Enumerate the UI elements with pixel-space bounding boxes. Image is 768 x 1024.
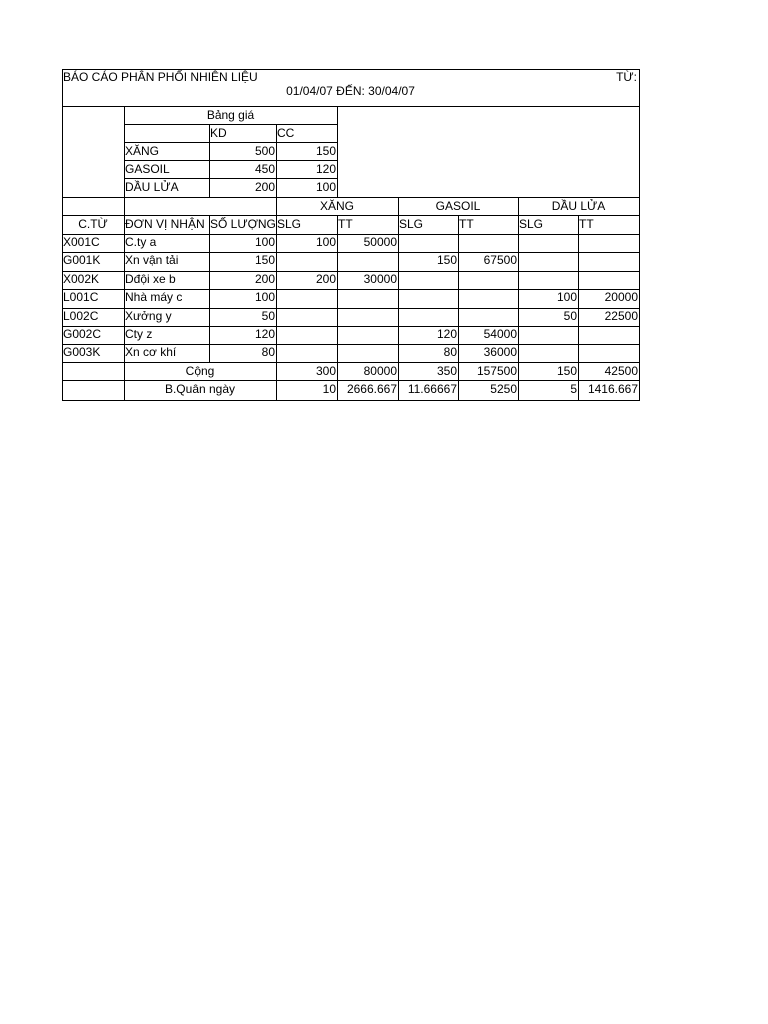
grid-line xyxy=(62,400,640,401)
grid-line xyxy=(209,124,210,198)
totals-xang-tt: 80000 xyxy=(363,364,397,378)
price-row-kd: 500 xyxy=(254,144,275,158)
table-cell-g-tt: 36000 xyxy=(483,345,517,360)
grid-line xyxy=(62,252,640,253)
grid-line xyxy=(124,106,125,401)
table-cell-sl: 200 xyxy=(254,271,275,286)
grid-line xyxy=(124,160,338,161)
avg-label: B.Quân ngày xyxy=(164,382,236,396)
price-col-cc: CC xyxy=(277,126,295,140)
table-cell-sl: 100 xyxy=(254,290,275,305)
table-cell-donvi: C.ty a xyxy=(125,235,157,249)
totals-daulua-slg: 150 xyxy=(556,364,577,378)
header-gasoil: GASOIL xyxy=(435,199,481,213)
table-cell-ctu: G002C xyxy=(63,327,102,341)
price-row-name: XĂNG xyxy=(125,144,160,158)
header-daulua: DẦU LỬA xyxy=(551,199,606,213)
price-table-title: Bảng giá xyxy=(206,108,255,122)
table-cell-sl: 120 xyxy=(254,327,275,341)
price-row-cc: 150 xyxy=(315,144,336,158)
avg-gasoil-tt: 5250 xyxy=(490,382,517,396)
avg-daulua-tt: 1416.667 xyxy=(587,382,638,396)
report-from-label: TỪ: xyxy=(616,70,637,84)
totals-gasoil-slg: 350 xyxy=(436,364,457,378)
grid-line xyxy=(124,178,338,179)
price-row-kd: 200 xyxy=(254,180,275,194)
table-cell-x-slg: 200 xyxy=(315,271,336,286)
table-cell-x-tt: 50000 xyxy=(363,235,397,249)
price-col-kd: KD xyxy=(210,126,227,140)
price-row-cc: 100 xyxy=(315,180,336,194)
totals-daulua-tt: 42500 xyxy=(604,364,638,378)
avg-xang-tt: 2666.667 xyxy=(346,382,397,396)
header-soluong: SỐ LƯỢNG xyxy=(210,217,276,231)
grid-line xyxy=(62,344,640,345)
table-cell-ctu: X001C xyxy=(63,235,100,249)
grid-line xyxy=(62,69,63,401)
table-cell-g-slg: 120 xyxy=(436,327,457,341)
header-xang-slg: SLG xyxy=(277,217,302,231)
table-cell-donvi: Xn vận tải xyxy=(125,253,179,268)
grid-line xyxy=(62,289,640,290)
table-cell-donvi: Nhà máy c xyxy=(125,290,183,305)
report-title: BÁO CÁO PHÂN PHỐI NHIÊN LIỆU xyxy=(63,70,258,84)
grid-line xyxy=(639,69,640,401)
table-cell-x-tt: 30000 xyxy=(363,271,397,286)
grid-line xyxy=(62,197,640,198)
table-cell-donvi: Xưởng y xyxy=(125,308,172,323)
grid-line xyxy=(62,380,640,381)
table-cell-ctu: G003K xyxy=(63,345,101,360)
header-ctu: C.TỪ xyxy=(78,217,108,231)
table-cell-g-tt: 67500 xyxy=(483,253,517,268)
grid-line xyxy=(62,362,640,363)
table-cell-donvi: Dđội xe b xyxy=(125,271,176,286)
header-donvi: ĐƠN VỊ NHẬN xyxy=(125,217,205,231)
grid-line xyxy=(62,308,640,309)
header-xang: XĂNG xyxy=(319,199,354,213)
price-row-name: GASOIL xyxy=(125,162,170,176)
totals-xang-slg: 300 xyxy=(315,364,336,378)
table-cell-d-tt: 22500 xyxy=(604,308,638,323)
grid-line xyxy=(276,124,277,198)
grid-line xyxy=(124,124,338,125)
table-cell-g-slg: 80 xyxy=(443,345,457,360)
table-cell-sl: 50 xyxy=(261,308,275,323)
grid-line xyxy=(62,326,640,327)
table-cell-sl: 100 xyxy=(254,235,275,249)
table-cell-d-tt: 20000 xyxy=(604,290,638,305)
avg-xang-slg: 10 xyxy=(322,382,336,396)
table-cell-x-slg: 100 xyxy=(315,235,336,249)
grid-line xyxy=(124,142,338,143)
totals-gasoil-tt: 157500 xyxy=(476,364,517,378)
price-row-kd: 450 xyxy=(254,162,275,176)
header-daulua-slg: SLG xyxy=(519,217,544,231)
header-gasoil-tt: TT xyxy=(459,217,474,231)
header-daulua-tt: TT xyxy=(579,217,594,231)
price-row-name: DẦU LỬA xyxy=(125,180,179,194)
table-cell-ctu: L001C xyxy=(63,290,99,305)
grid-line xyxy=(276,197,277,401)
table-cell-sl: 150 xyxy=(254,253,275,268)
price-row-cc: 120 xyxy=(315,162,336,176)
grid-line xyxy=(518,197,519,401)
grid-line xyxy=(62,215,640,216)
totals-label: Cộng xyxy=(185,364,215,378)
header-xang-tt: TT xyxy=(338,217,353,231)
grid-line xyxy=(398,197,399,401)
table-cell-d-slg: 50 xyxy=(563,308,577,323)
grid-line xyxy=(62,106,640,107)
table-cell-donvi: Cty z xyxy=(125,327,153,341)
table-cell-ctu: L002C xyxy=(63,308,99,323)
avg-daulua-slg: 5 xyxy=(570,382,577,396)
grid-line xyxy=(62,234,640,235)
report-period: 01/04/07 ĐẾN: 30/04/07 xyxy=(286,84,415,98)
grid-line xyxy=(337,106,338,198)
avg-gasoil-slg: 11.66667 xyxy=(407,382,457,396)
table-cell-donvi: Xn cơ khí xyxy=(125,345,177,360)
table-cell-ctu: X002K xyxy=(63,271,100,286)
grid-line xyxy=(62,69,640,70)
header-gasoil-slg: SLG xyxy=(399,217,424,231)
table-cell-g-slg: 150 xyxy=(436,253,457,268)
table-cell-sl: 80 xyxy=(261,345,275,360)
table-cell-g-tt: 54000 xyxy=(483,327,517,341)
table-cell-d-slg: 100 xyxy=(556,290,577,305)
table-cell-ctu: G001K xyxy=(63,253,101,268)
grid-line xyxy=(62,271,640,272)
